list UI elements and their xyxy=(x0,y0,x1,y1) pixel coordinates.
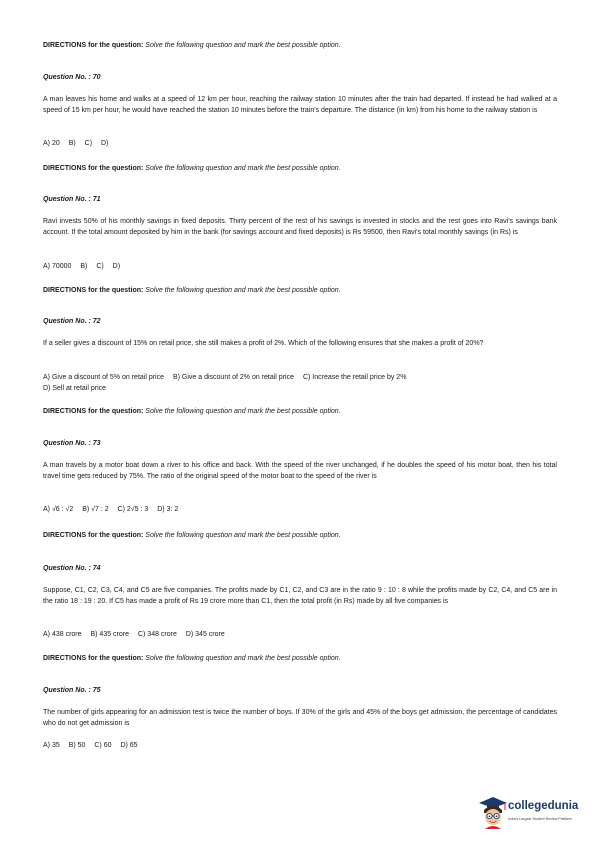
question-number: Question No. : 74 xyxy=(43,565,101,572)
option-d[interactable]: D) 345 crore xyxy=(185,631,225,638)
options xyxy=(43,742,145,749)
option-b[interactable]: B) xyxy=(68,140,76,147)
option-a[interactable]: A) 20 xyxy=(43,140,60,147)
options xyxy=(43,263,127,270)
directions xyxy=(43,408,341,415)
directions-label: DIRECTIONS for the question: xyxy=(43,287,144,294)
options xyxy=(43,506,185,513)
option-d[interactable]: D) Sell at retail price xyxy=(43,385,107,392)
option-a[interactable]: A) Give a discount of 5% on retail price xyxy=(43,374,165,381)
option-b[interactable]: B) 50 xyxy=(68,742,86,749)
directions xyxy=(43,532,341,539)
collegedunia-logo xyxy=(478,796,590,832)
options xyxy=(43,372,413,394)
option-d[interactable]: D) 65 xyxy=(120,742,138,749)
option-c[interactable]: C) 2√5 : 3 xyxy=(117,506,149,513)
directions xyxy=(43,287,341,294)
option-c[interactable]: C) 348 crore xyxy=(137,631,177,638)
question-number: Question No. : 71 xyxy=(43,196,101,203)
question-text: A man leaves his home and walks at a speed of 12 km per hour, reaching the railway station 10 minutes after the train had departed. If instead he had walked at a speed of 15 km per hour, he would have reached the station 10 minutes before the train's departure. The distance (in km) from his home to the railway station is xyxy=(43,96,557,114)
options xyxy=(43,140,115,147)
directions xyxy=(43,655,341,662)
option-a[interactable]: A) √6 : √2 xyxy=(43,506,74,513)
option-d[interactable]: D) 3: 2 xyxy=(157,506,179,513)
question-number: Question No. : 70 xyxy=(43,74,101,81)
directions-label: DIRECTIONS for the question: xyxy=(43,42,144,49)
question-text: If a seller gives a discount of 15% on retail price, she still makes a profit of 2%. Which of the following ensures that she makes a profit of 20%? xyxy=(43,340,484,347)
question-number: Question No. : 72 xyxy=(43,318,101,325)
mascot-icon xyxy=(478,796,508,830)
option-c[interactable]: C) xyxy=(84,140,93,147)
directions-text: Solve the following question and mark the best possible option. xyxy=(145,42,341,49)
directions-text: Solve the following question and mark the best possible option. xyxy=(145,655,341,662)
option-b[interactable]: B) xyxy=(80,263,88,270)
directions-label: DIRECTIONS for the question: xyxy=(43,655,144,662)
question-text: A man travels by a motor boat down a river to his office and back. With the speed of the river unchanged, if he doubles the speed of his motor boat, then his total travel time gets reduced by 75%. The ratio of the original speed of the motor boat to the speed of the river is xyxy=(43,462,557,480)
option-b[interactable]: B) √7 : 2 xyxy=(82,506,109,513)
logo-tagline: India's Largest Student Review Platform xyxy=(508,817,572,821)
option-a[interactable]: A) 70000 xyxy=(43,263,72,270)
directions-text: Solve the following question and mark the best possible option. xyxy=(145,165,341,172)
option-d[interactable]: D) xyxy=(100,140,109,147)
question-text: The number of girls appearing for an admission test is twice the number of boys. If 30% of the girls and 45% of the boys get admission, the percentage of candidates who do not get admission is xyxy=(43,709,557,727)
option-c[interactable]: C) Increase the retail price by 2% xyxy=(302,374,407,381)
directions-text: Solve the following question and mark the best possible option. xyxy=(145,287,341,294)
question-number: Question No. : 75 xyxy=(43,687,101,694)
directions-label: DIRECTIONS for the question: xyxy=(43,532,144,539)
options xyxy=(43,631,232,638)
option-b[interactable]: B) Give a discount of 2% on retail price xyxy=(172,374,294,381)
option-b[interactable]: B) 435 crore xyxy=(90,631,130,638)
directions-text: Solve the following question and mark the best possible option. xyxy=(145,408,341,415)
directions-text: Solve the following question and mark the best possible option. xyxy=(145,532,341,539)
question-text: Suppose, C1, C2, C3, C4, and C5 are five companies. The profits made by C1, C2, and C3 are in the ratio 9 : 10 : 8 while the profits made by C2, C4, and C5 are in the ratio 18 : 19 : 20. If C5 has made a profit of Rs 19 crore more than C1, then the total profit (in Rs) made by all five companies is xyxy=(43,587,557,605)
directions xyxy=(43,165,341,172)
option-d[interactable]: D) xyxy=(112,263,121,270)
logo-wordmark: collegedunia xyxy=(508,800,579,812)
question-text: Ravi invests 50% of his monthly savings in fixed deposits. Thirty percent of the rest of his savings is invested in stocks and the rest goes into Ravi's savings bank account. If the total amount deposited by him in the bank (for savings account and fixed deposits) is Rs 59500, then Ravi's total monthly savings (in Rs) is xyxy=(43,218,557,236)
question-number: Question No. : 73 xyxy=(43,440,101,447)
directions xyxy=(43,42,341,49)
option-c[interactable]: C) 60 xyxy=(94,742,112,749)
option-c[interactable]: C) xyxy=(96,263,104,270)
option-a[interactable]: A) 35 xyxy=(43,742,60,749)
directions-label: DIRECTIONS for the question: xyxy=(43,165,144,172)
directions-label: DIRECTIONS for the question: xyxy=(43,408,144,415)
option-a[interactable]: A) 438 crore xyxy=(43,631,82,638)
